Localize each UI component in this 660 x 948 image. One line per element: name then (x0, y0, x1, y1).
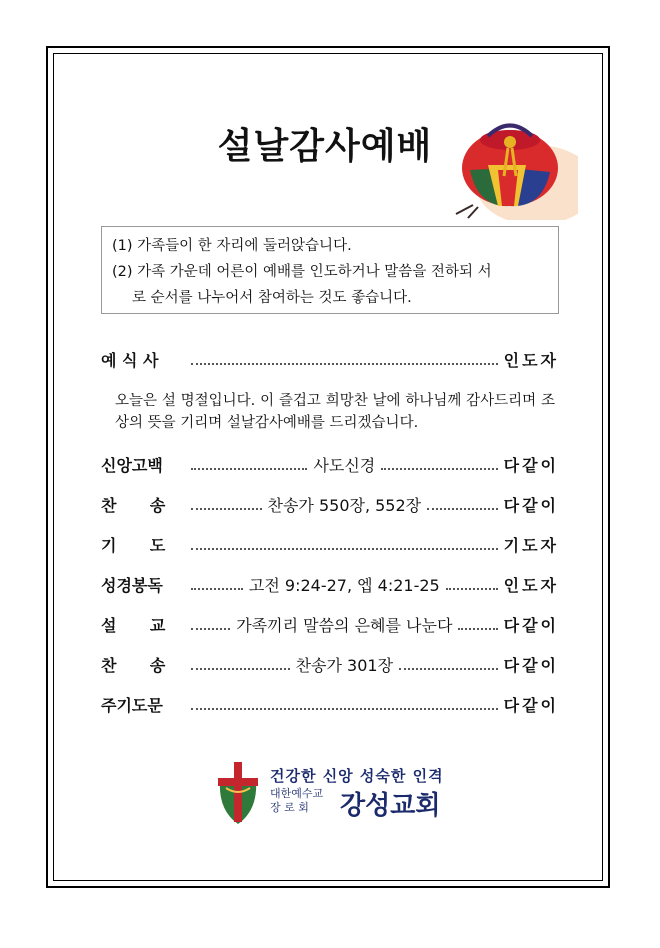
church-motto: 건강한 신앙 성숙한 인격 (270, 767, 444, 785)
order-leader: 다같이 (503, 455, 560, 475)
order-label: 성경봉독 (101, 575, 163, 595)
order-content: 사도신경 (313, 455, 376, 475)
order-row-scripture (101, 571, 559, 597)
instruction-1: (1) 가족들이 한 자리에 둘러앉습니다. (112, 238, 352, 254)
dot-leader (191, 667, 290, 670)
order-leader: 인도자 (503, 575, 559, 595)
opening-statement: 오늘은 설 명절입니다. 이 즐겁고 희망찬 날에 하나님께 감사드리며 조상의 뜻을 기리며 설날감사예배를 드리겠습니다. (115, 393, 555, 431)
order-label: 신앙고백 (101, 455, 163, 475)
denomination (270, 787, 323, 815)
order-content: 찬송가 550장, 552장 (267, 495, 422, 515)
dot-leader (191, 547, 498, 550)
instruction-2-cont: 로 순서를 나누어서 참여하는 것도 좋습니다. (132, 290, 412, 306)
order-row-hymn-2 (101, 651, 559, 677)
order-leader: 다같이 (503, 655, 560, 675)
dot-leader (458, 627, 497, 630)
instructions-box (101, 226, 559, 314)
order-row-opening (101, 346, 559, 372)
order-leader: 다같이 (503, 495, 559, 515)
order-leader: 다같이 (503, 695, 559, 715)
denomination-line-1: 대한예수교 (270, 787, 324, 800)
cross-icon (214, 760, 262, 826)
order-content: 가족끼리 말씀의 은혜를 나눈다 (236, 615, 453, 635)
church-logo (270, 765, 444, 821)
order-leader: 기도자 (503, 535, 559, 555)
dot-leader (381, 467, 497, 470)
church-name: 강성교회 (340, 791, 441, 821)
dot-leader (191, 587, 243, 590)
order-row-prayer (101, 531, 559, 557)
order-leader: 다같이 (503, 615, 559, 635)
order-row-creed (101, 451, 559, 477)
dot-leader (191, 507, 262, 510)
instruction-2: (2) 가족 가운데 어른이 예배를 인도하거나 말씀을 전하되 서 (112, 264, 492, 280)
order-label: 주기도문 (101, 695, 163, 715)
order-label: 찬 송 (101, 655, 166, 675)
dot-leader (191, 362, 498, 365)
denomination-line-2: 장 로 회 (270, 801, 309, 814)
dot-leader (427, 507, 498, 510)
order-row-lords-prayer (101, 691, 559, 717)
dot-leader (191, 627, 230, 630)
order-content: 고전 9:24-27, 엡 4:21-25 (248, 575, 440, 595)
dot-leader (399, 667, 498, 670)
dot-leader (191, 467, 307, 470)
order-label: 기 도 (101, 535, 166, 555)
order-content: 찬송가 301장 (295, 655, 394, 675)
order-row-hymn-1 (101, 491, 559, 517)
dot-leader (191, 707, 498, 710)
dot-leader (446, 587, 498, 590)
order-row-sermon (101, 611, 559, 637)
order-leader: 인도자 (503, 350, 559, 370)
order-label: 찬 송 (101, 495, 166, 515)
order-label: 예 식 사 (101, 350, 159, 370)
page-title: 설날감사예배 (217, 126, 433, 167)
order-label: 설 교 (101, 615, 166, 635)
lucky-pouch-illustration (418, 110, 578, 220)
